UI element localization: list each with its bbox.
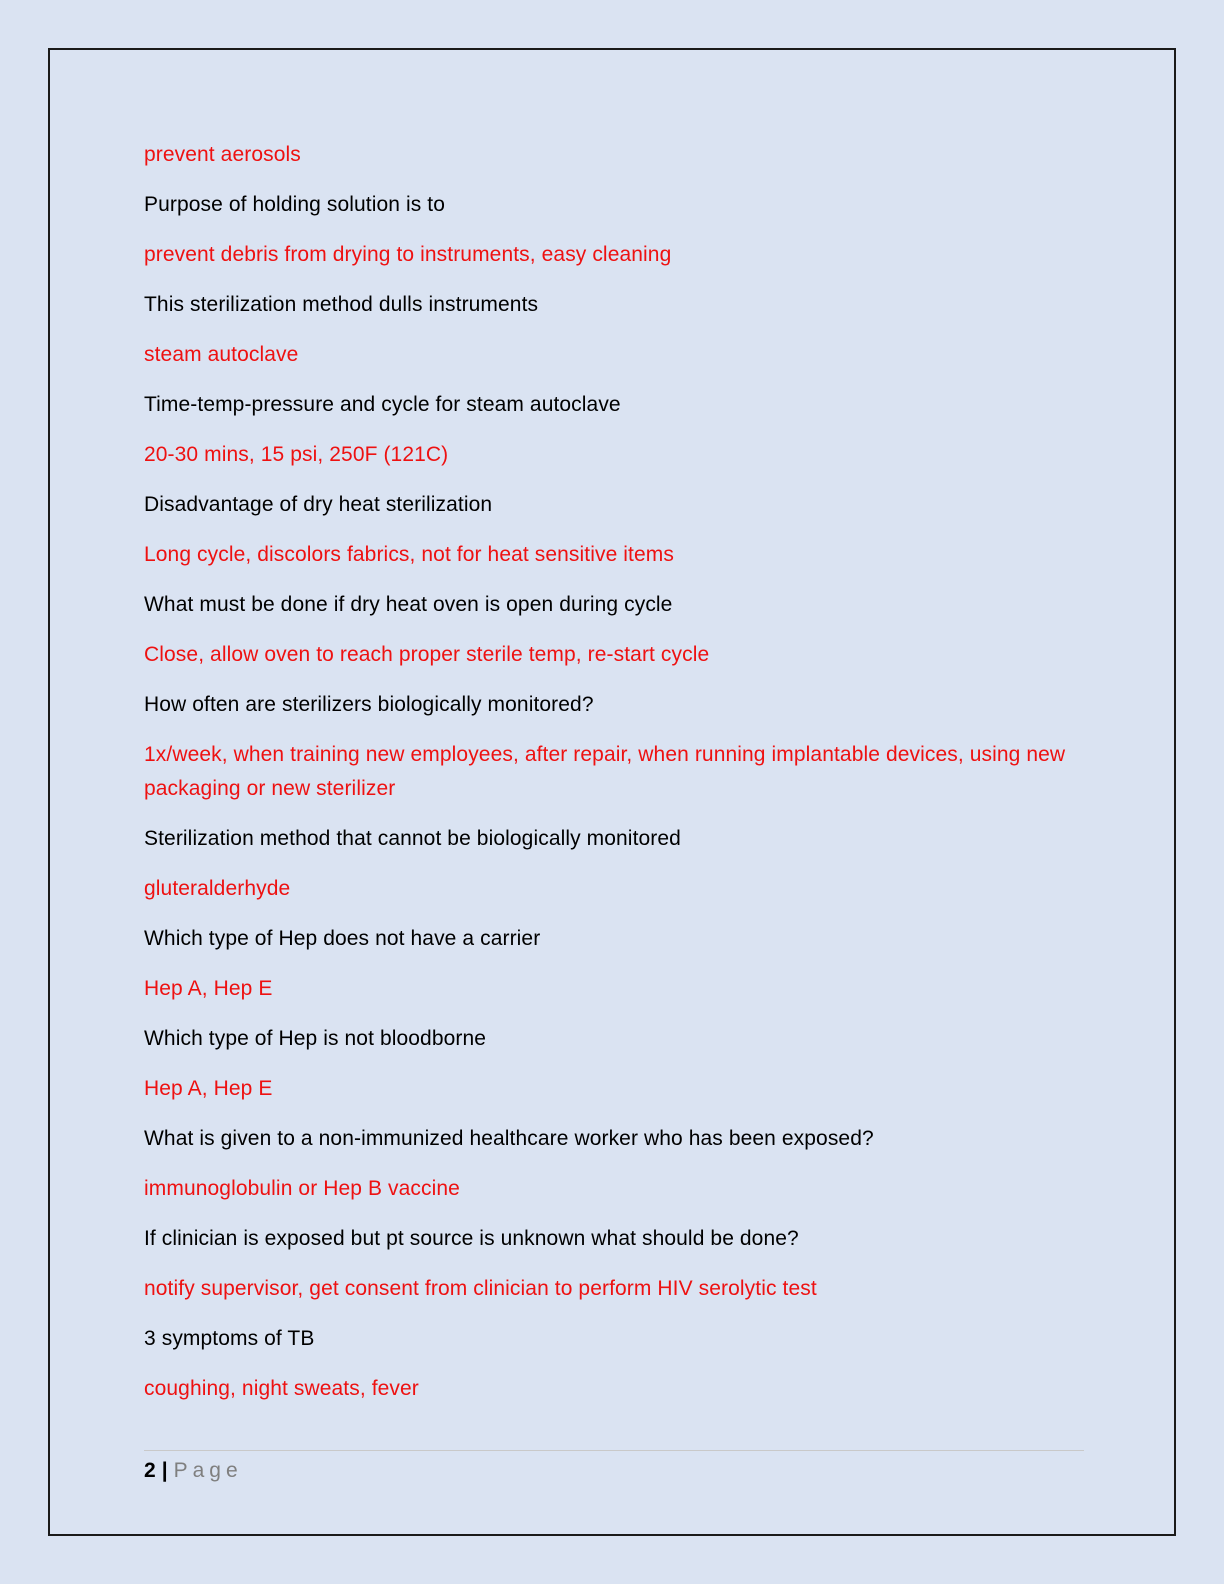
answer-text: immunoglobulin or Hep B vaccine: [144, 1177, 460, 1200]
answer-text: Long cycle, discolors fabrics, not for heat sensitive items: [144, 543, 674, 566]
answer-text: Close, allow oven to reach proper sterile temp, re-start cycle: [144, 643, 710, 666]
question-text: Disadvantage of dry heat sterilization: [144, 493, 493, 516]
question-text: How often are sterilizers biologically monitored?: [144, 693, 594, 716]
document-body: [144, 138, 1084, 1422]
answer-text: 20-30 mins, 15 psi, 250F (121C): [144, 443, 449, 466]
answer-text: Hep A, Hep E: [144, 977, 273, 1000]
question-text: What must be done if dry heat oven is open during cycle: [144, 593, 673, 616]
answer-text: gluteralderhyde: [144, 877, 291, 900]
answer-text: prevent debris from drying to instruments, easy cleaning: [144, 243, 672, 266]
answer-text: steam autoclave: [144, 343, 299, 366]
answer-text: 1x/week, when training new employees, after repair, when running implantable devices, using new packaging or new sterilizer: [144, 743, 1066, 800]
answer-text: prevent aerosols: [144, 143, 301, 166]
question-text: What is given to a non-immunized healthcare worker who has been exposed?: [144, 1127, 874, 1150]
answer-text: Hep A, Hep E: [144, 1077, 273, 1100]
question-text: If clinician is exposed but pt source is unknown what should be done?: [144, 1227, 799, 1250]
question-text: This sterilization method dulls instruments: [144, 293, 539, 316]
question-text: 3 symptoms of TB: [144, 1327, 315, 1350]
page-number: 2: [144, 1459, 156, 1482]
footer-separator: |: [161, 1459, 168, 1482]
question-text: Purpose of holding solution is to: [144, 193, 445, 216]
answer-text: coughing, night sweats, fever: [144, 1377, 419, 1400]
answer-text: notify supervisor, get consent from clinician to perform HIV serolytic test: [144, 1277, 817, 1300]
footer-divider: [144, 1450, 1084, 1451]
question-text: Which type of Hep is not bloodborne: [144, 1027, 487, 1050]
question-text: Time-temp-pressure and cycle for steam autoclave: [144, 393, 621, 416]
question-text: Which type of Hep does not have a carrier: [144, 927, 541, 950]
page-label: Page: [173, 1459, 243, 1482]
question-text: Sterilization method that cannot be biologically monitored: [144, 827, 681, 850]
page-footer: [144, 1456, 243, 1486]
